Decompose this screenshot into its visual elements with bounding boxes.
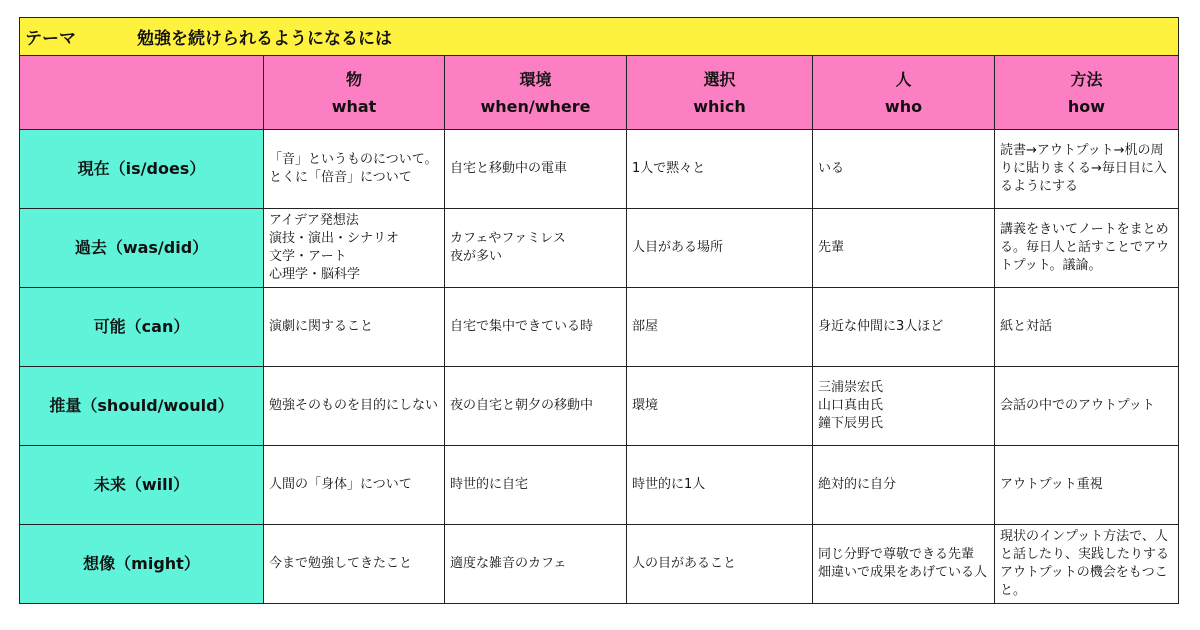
table-cell: 読書→アウトプット→机の周りに貼りまくる→毎日目に入るようにする [995, 130, 1179, 209]
row-present [20, 130, 1179, 209]
table-cell: アイデア発想法 演技・演出・シナリオ 文学・アート 心理学・脳科学 [264, 209, 445, 288]
table-cell: 人目がある場所 [627, 209, 813, 288]
table-cell: 講義をきいてノートをまとめる。毎日人と話すことでアウトプット。議論。 [995, 209, 1179, 288]
header-row [20, 56, 1179, 130]
theme-text: 勉強を続けられるようになるには [137, 29, 392, 49]
table-cell: いる [813, 130, 995, 209]
table-cell: 人間の「身体」について [264, 446, 445, 525]
table-cell: カフェやファミレス 夜が多い [445, 209, 627, 288]
column-header-jp: 方法 [1070, 69, 1103, 89]
column-header-en: when/where [480, 96, 591, 116]
table-cell: 自宅と移動中の電車 [445, 130, 627, 209]
column-header-which [627, 56, 813, 130]
table-cell: 身近な仲間に3人ほど [813, 288, 995, 367]
row-will [20, 446, 1179, 525]
row-past [20, 209, 1179, 288]
column-header-jp: 物 [345, 69, 362, 89]
table-cell: 勉強そのものを目的にしない [264, 367, 445, 446]
row-can [20, 288, 1179, 367]
table-cell: 同じ分野で尊敬できる先輩 畑違いで成果をあげている人 [813, 525, 995, 604]
row-label: 現在（is/does） [20, 130, 264, 209]
row-label: 未来（will） [20, 446, 264, 525]
column-header-en: who [884, 96, 923, 116]
column-header-how [995, 56, 1179, 130]
table-cell: 環境 [627, 367, 813, 446]
title-cell [20, 18, 1179, 56]
table-cell: 時世的に1人 [627, 446, 813, 525]
table-cell: 先輩 [813, 209, 995, 288]
title-row [20, 18, 1179, 56]
table-cell: 適度な雑音のカフェ [445, 525, 627, 604]
table-cell: 紙と対話 [995, 288, 1179, 367]
row-label: 推量（should/would） [20, 367, 264, 446]
row-label: 可能（can） [20, 288, 264, 367]
table-cell: 自宅で集中できている時 [445, 288, 627, 367]
column-header-who [813, 56, 995, 130]
column-header-when-where [445, 56, 627, 130]
row-label: 想像（might） [20, 525, 264, 604]
table-cell: アウトプット重視 [995, 446, 1179, 525]
table-cell: 時世的に自宅 [445, 446, 627, 525]
corner-cell [20, 56, 264, 130]
table-cell: 絶対的に自分 [813, 446, 995, 525]
column-header-jp: 人 [895, 69, 912, 89]
table-cell: 「音」というものについて。とくに「倍音」について [264, 130, 445, 209]
row-should [20, 367, 1179, 446]
table-cell: 夜の自宅と朝夕の移動中 [445, 367, 627, 446]
row-might [20, 525, 1179, 604]
table-cell: 会話の中でのアウトプット [995, 367, 1179, 446]
row-label: 過去（was/did） [20, 209, 264, 288]
table-cell: 三浦崇宏氏 山口真由氏 鐘下辰男氏 [813, 367, 995, 446]
theme-table [19, 17, 1179, 604]
table-cell: 部屋 [627, 288, 813, 367]
column-header-jp: 選択 [703, 69, 736, 89]
column-header-what [264, 56, 445, 130]
table-cell: 演劇に関すること [264, 288, 445, 367]
column-header-en: which [693, 96, 746, 116]
column-header-en: what [331, 96, 377, 116]
table-cell: 現状のインプット方法で、人と話したり、実践したりするアウトプットの機会をもつこと。 [995, 525, 1179, 604]
table-cell: 今まで勉強してきたこと [264, 525, 445, 604]
table-cell: 人の目があること [627, 525, 813, 604]
column-header-en: how [1067, 96, 1106, 116]
column-header-jp: 環境 [519, 69, 552, 89]
table-cell: 1人で黙々と [627, 130, 813, 209]
theme-label: テーマ [25, 29, 76, 49]
